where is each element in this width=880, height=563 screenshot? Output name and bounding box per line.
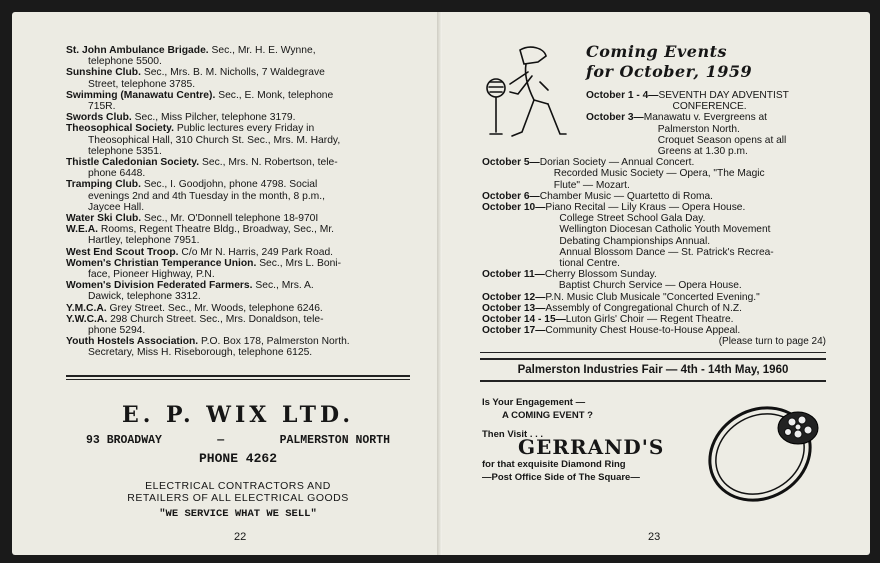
event-date: October 1 - 4— [586,90,659,101]
entry-detail: Sec., Mrs L. Boni- [259,257,342,269]
directory-entry [66,179,408,213]
entry-continuation: evenings 2nd and 4th Tuesday in the month, 8 p.m., [88,190,325,202]
advert-city: PALMERSTON NORTH [279,434,390,447]
event-item [482,269,826,291]
event-line: Dorian Society — Annual Concert. [539,157,695,169]
divider-rule [66,375,410,377]
event-line: Manawatu v. Evergreens at [643,112,768,124]
event-line: Palmerston North. [657,123,740,135]
entry-detail: Sec., Mrs. A. [255,280,314,292]
event-line: CONFERENCE. [672,101,747,113]
event-text [540,191,826,202]
gerrands-line-1: Is Your Engagement — [482,397,586,408]
event-line: Wellington Diocesan Catholic Youth Movement [559,224,771,236]
event-item [482,303,826,314]
advert-phone: PHONE 4262 [198,451,277,466]
event-line: Community Chest House-to-House Appeal. [545,325,741,337]
directory-entry [66,280,408,302]
page-number-right: 23 [648,531,661,543]
event-date: October 11— [482,269,545,281]
event-line: SEVENTH DAY ADVENTIST [658,90,789,101]
gerrands-line-5: —Post Office Side of The Square— [482,472,640,483]
advert-address-row [66,434,410,447]
event-line: Luton Girls' Choir — Regent Theatre. [565,314,734,326]
right-page [442,12,870,555]
coming-events-title [586,42,752,82]
directory-entry [66,336,408,358]
page-number-left: 22 [234,531,247,543]
entry-continuation: telephone 5351. [88,145,162,157]
event-item [482,157,826,191]
directory-entry [66,112,408,123]
entry-detail: Sec., I. Goodjohn, phone 4798. Social [143,179,318,191]
event-line: Debating Championships Annual. [559,235,711,247]
entry-continuation: Hartley, telephone 7951. [88,235,200,247]
industries-fair-banner: Palmerston Industries Fair — 4th - 14th May, 1960 [480,358,826,382]
event-date: October 5— [482,157,540,169]
event-line: Recorded Music Society — Opera, "The Magic [553,168,765,180]
directory-entry [66,258,408,280]
directory-entry [66,224,408,246]
event-line: Flute" — Mozart. [553,179,630,191]
event-date: October 14 - 15— [482,314,566,326]
entry-detail: 298 Church Street. Sec., Mrs. Donaldson, tele- [110,313,324,325]
entry-continuation: phone 6448. [88,168,146,180]
event-line: Piano Recital — Lily Kraus — Opera House. [545,202,746,214]
event-item [482,202,826,269]
entry-name: Water Ski Club. [66,213,142,225]
event-text [545,292,826,303]
entry-detail: C/o Mr N. Harris, 249 Park Road. [181,246,334,258]
entry-detail: Sec., E. Monk, telephone [218,89,334,101]
event-item [482,325,826,336]
entry-name: Y.M.C.A. [66,302,107,314]
entry-detail: Sec., Miss Pilcher, telephone 3179. [134,112,296,124]
entry-name: Swords Club. [66,112,132,124]
advert-slogan: "WE SERVICE WHAT WE SELL" [159,508,317,520]
event-line: Greens at 1.30 p.m. [657,146,748,158]
event-date: October 12— [482,291,546,303]
directory-entry [66,90,408,112]
fair-top-rule [480,352,826,353]
advert-address: 93 BROADWAY [86,434,162,447]
directory-entry [66,247,408,258]
event-line: Chamber Music — Quartetto di Roma. [539,190,713,202]
entry-name: Thistle Caledonian Society. [66,157,200,169]
title-line-2: for October, 1959 [586,62,753,81]
entry-continuation: Jaycee Hall. [88,201,145,213]
event-text [545,202,826,269]
entry-name: St. John Ambulance Brigade. [66,45,209,56]
left-page [12,12,440,555]
event-date: October 3— [586,112,644,124]
events-list [482,90,826,348]
entry-detail: Sec., Mrs. N. Robertson, tele- [202,157,338,169]
event-line: Baptist Church Service — Opera House. [558,280,742,292]
directory-entry [66,123,408,157]
directory-entry [66,314,408,336]
directory-entry [66,45,408,67]
event-text [540,157,826,191]
title-line-1: Coming Events [586,42,728,61]
event-text [545,325,826,336]
event-item [482,292,826,303]
directory-entry [66,67,408,89]
event-date: October 17— [482,325,546,337]
event-item [482,90,826,112]
advert-line-2: RETAILERS OF ALL ELECTRICAL GOODS [127,492,349,504]
event-text [545,269,826,291]
entry-name: W.E.A. [66,224,99,236]
event-item [482,191,826,202]
entry-continuation: face, Pioneer Highway, P.N. [88,269,215,281]
entry-name: Theosophical Society. [66,123,174,135]
entry-detail: Rooms, Regent Theatre Bldg., Broadway, Sec., Mr. [100,224,335,236]
gerrands-line-3: Then Visit . . . [482,429,544,440]
event-item [482,314,826,325]
event-date: October 6— [482,190,540,202]
event-text [644,112,826,157]
event-text [545,303,826,314]
entry-detail: Sec., Mr. O'Donnell telephone 18-970I [144,213,319,225]
event-date: October 13— [482,302,546,314]
advert-description [66,480,410,504]
event-line: Assembly of Congregational Church of N.Z. [545,302,742,314]
directory-entry [66,157,408,179]
event-line: tional Centre. [559,258,621,270]
gerrands-advertisement [482,396,664,484]
entry-name: Women's Division Federated Farmers. [66,280,253,292]
entry-continuation: telephone 5500. [88,56,162,68]
advert-line-1: ELECTRICAL CONTRACTORS AND [145,480,331,492]
directory-entry [66,213,408,224]
event-date: October 10— [482,202,546,214]
entry-name: Tramping Club. [66,179,141,191]
entry-name: Women's Christian Temperance Union. [66,257,257,269]
club-directory-list [66,45,408,359]
event-line: College Street School Gala Day. [559,213,706,225]
entry-detail: Sec., Mrs. B. M. Nicholls, 7 Waldegrave [143,67,325,79]
directory-entry [66,303,408,314]
entry-continuation: 715R. [88,101,116,113]
entry-name: Swimming (Manawatu Centre). [66,89,216,101]
entry-name: Y.W.C.A. [66,313,108,325]
divider-rule-thin [66,379,410,380]
gerrands-name: GERRAND'S [518,435,665,459]
event-line: Cherry Blossom Sunday. [544,269,657,281]
event-item [482,112,826,157]
advert-company-name: E. P. WIX LTD. [121,402,355,428]
entry-name: Youth Hostels Association. [66,336,199,348]
entry-detail: Public lectures every Friday in [176,123,315,135]
entry-name: West End Scout Troop. [66,246,179,258]
wix-advertisement [66,388,410,520]
entry-name: Sunshine Club. [66,67,141,79]
entry-continuation: Theosophical Hall, 310 Church St. Sec., Mrs. M. Hardy, [88,134,341,146]
gerrands-line-4: for that exquisite Diamond Ring [482,459,626,470]
gerrands-line-2: A COMING EVENT ? [502,410,593,421]
event-text [566,314,826,325]
entry-detail: Sec., Mr. H. E. Wynne, [211,45,316,56]
event-text [658,90,826,112]
entry-continuation: Street, telephone 3785. [88,78,196,90]
event-line: Croquet Season opens at all [657,134,787,146]
event-line: P.N. Music Club Musicale "Concerted Evening." [545,291,760,303]
entry-detail: P.O. Box 178, Palmerston North. [201,336,350,348]
entry-detail: Grey Street. Sec., Mr. Woods, telephone 6246. [109,302,323,314]
continued-note: (Please turn to page 24) [718,336,826,348]
event-line: Annual Blossom Dance — St. Patrick's Recrea- [559,246,774,258]
entry-continuation: phone 5294. [88,325,146,337]
advert-dash: — [217,434,225,447]
entry-continuation: Secretary, Miss H. Riseborough, telephone 6125. [88,347,313,359]
entry-continuation: Dawick, telephone 3312. [88,291,201,303]
diamond-ring-icon [702,384,826,512]
